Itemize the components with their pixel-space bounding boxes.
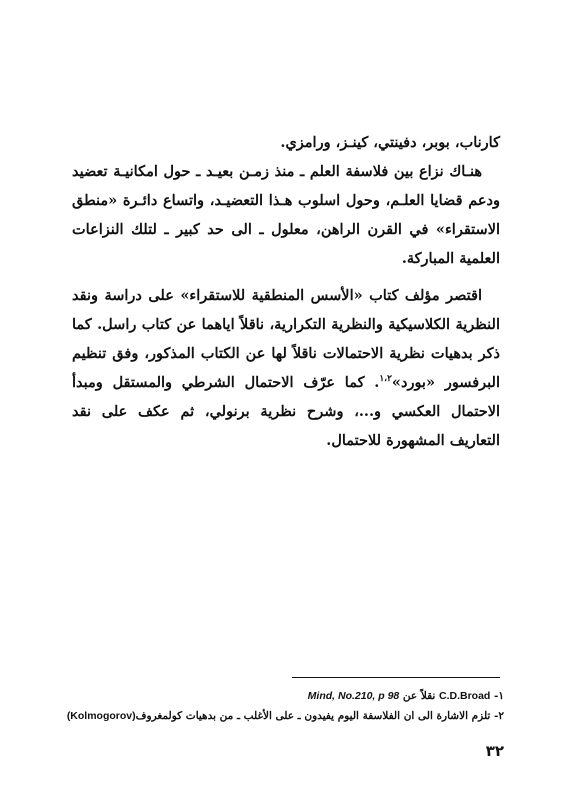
paragraph-2-main: اقتصر مؤلف كتاب «الأسس المنطقية للاستقراء» على دراسة ونقد النظرية الكلاسيكية والنظرية التكرارية، ناقلاً اياهما عن كتاب راسل. كما ذكر بدهيات نظرية الاحتمالات ناقلاً لها عن الكتاب المذكور، وفق تنظيم البرفسور «بورد» [72, 287, 500, 391]
paragraph-1: هنـاك نزاع بين فلاسفة العلم ـ منذ زمـن بعيـد ـ حول امكانيـة تعضيد ودعم قضايا العلـم، وحول اسلوب هـذا التعضيـد، واتساع دائـرة «منطق الاستقراء» في القرن الراهن، معلول ـ الى حد كبير ـ لتلك النزاعات العلمية المباركة. [72, 163, 500, 267]
footnote-2 [66, 706, 504, 726]
paragraph-2-rest: . كما عرّف الاحتمال الشرطي والمستقل ومبدأ الاحتمال العكسي و...، وشرح نظرية برنولي، ثم عكف على نقد التعاريف المشهورة للاحتمال. [72, 374, 500, 449]
footnote-divider [292, 677, 500, 678]
footnote-2-latin: (Kolmogorov) [66, 710, 136, 722]
main-text [72, 128, 500, 455]
paragraph-0: كارناب، بوبر، دفينتي، كينـز، ورامزي. [280, 134, 500, 151]
paragraph-2 [72, 281, 500, 455]
footnote-1-number: ١- [494, 690, 504, 702]
footnote-2-number: ٢- [494, 710, 504, 722]
footnote-2-arabic: تلزم الاشارة الى ان الفلاسفة اليوم يفيدون ـ على الأغلب ـ من بدهيات كولمغروف [135, 710, 494, 722]
footnote-1 [72, 686, 504, 706]
footnote-reference: ١،٢ [379, 374, 392, 385]
footnote-1-source: Mind, No.210, p 98 [307, 690, 400, 702]
footnote-1-arabic: نقلاً عن [399, 690, 439, 702]
footnotes [66, 686, 504, 726]
footnote-1-author: C.D.Broad [439, 690, 491, 702]
page-number: ٣٢ [485, 742, 504, 760]
